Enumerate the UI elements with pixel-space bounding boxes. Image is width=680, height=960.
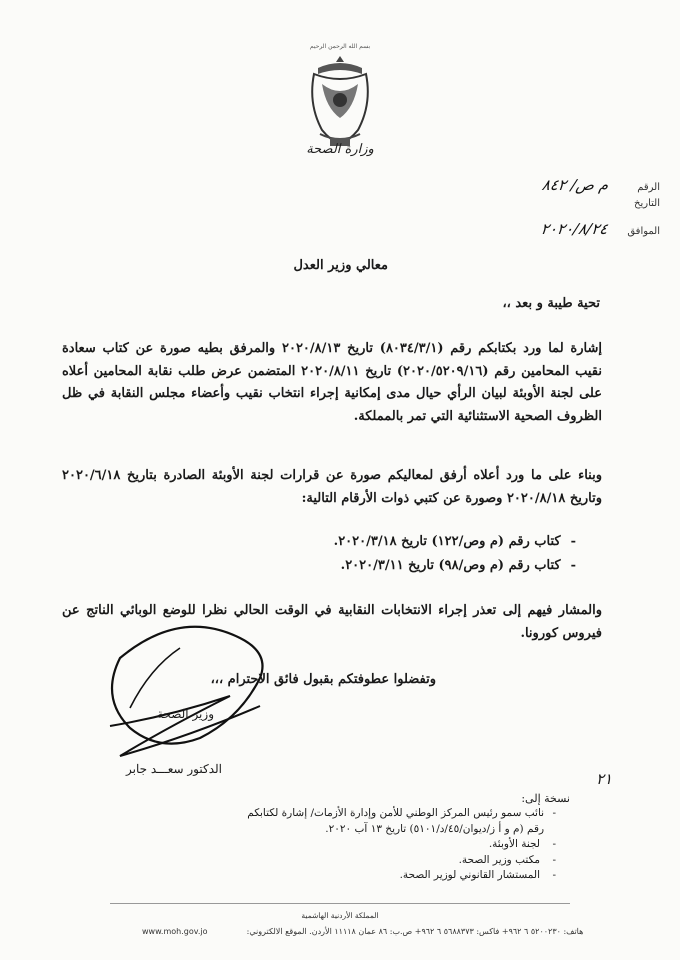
- paragraph-reference: إشارة لما ورد بكتابكم رقم (٨٠٣٤/٣/١) تاريخ ٢٠٢٠/٨/١٣ والمرفق بطيه صورة عن كتاب سعادة نقيب المحامين رقم (٢٠٢٠/٥٢٠٩/١٦) تاريخ ٢٠٢٠/٨/١١ المتضمن عرض طلب نقابة المحامين أعلاه على لجنة الأوبئة لبيان الرأي حيال مدى إمكانية إجراء انتخاب نقيب وأعضاء مجلس النقابة في ظل الظروف الصحية الاستثنائية التي تمر بالمملكة.: [62, 341, 602, 424]
- list-item: - كتاب رقم (م وص/١٢٢) تاريخ ٢٠٢٠/٣/١٨.: [156, 530, 576, 554]
- footer-country: المملكة الأردنية الهاشمية: [301, 911, 379, 920]
- paragraph-attachments: وبناء على ما ورد أعلاه أرفق لمعاليكم صورة عن قرارات لجنة الأوبئة الصادرة بتاريخ ٢٠٢٠/٦/١٨ وتاريخ ٢٠٢٠/٨/١٨ وصورة عن كتبي ذوات الأرقام التالية:: [62, 468, 602, 506]
- list-item-text: كتاب رقم (م وص/٩٨) تاريخ ٢٠٢٠/٣/١١.: [340, 558, 561, 573]
- copy-recipient: لجنة الأوبئة.: [488, 838, 540, 850]
- footer-divider: [110, 903, 570, 904]
- recipient: معالي وزير العدل: [293, 258, 388, 273]
- jordan-coat-of-arms-icon: [290, 38, 390, 158]
- handwritten-signature-icon: [90, 608, 320, 768]
- letters-list: [156, 530, 576, 578]
- reference-block: [470, 176, 660, 242]
- list-item: - كتاب رقم (م وص/٩٨) تاريخ ٢٠٢٠/٣/١١.: [156, 554, 576, 578]
- list-item: - نائب سمو رئيس المركز الوطني للأمن وإدارة الأزمات/ إشارة لكتابكم رقم (م و أ ز/ديوان/٤٥/د/٥١٠١) تاريخ ١٣ آب ٢٠٢٠.: [236, 806, 556, 837]
- ref-number-value: م ص/ ٨٤٢: [540, 176, 610, 194]
- closing-salutation: وتفضلوا عطوفتكم بقبول فائق الاحترام ،،،: [210, 672, 436, 687]
- list-item-text: كتاب رقم (م وص/١٢٢) تاريخ ٢٠٢٠/٣/١٨.: [333, 534, 561, 549]
- handwritten-note: ٢١: [596, 770, 613, 788]
- greeting: تحية طيبة و بعد ،،: [502, 296, 600, 311]
- ministry-name: وزارة الصحة: [306, 142, 374, 157]
- svg-text:بسم الله الرحمن الرحيم: بسم الله الرحمن الرحيم: [309, 43, 371, 50]
- list-item: - مكتب وزير الصحة.: [236, 853, 556, 869]
- ref-corresponding-value: ٢٠٢٠/٨/٢٤: [540, 220, 610, 238]
- ref-corresponding-label: الموافق: [627, 226, 660, 237]
- ref-date-label: التاريخ: [634, 198, 660, 209]
- ref-number-row: [470, 176, 660, 198]
- copy-recipient: مكتب وزير الصحة.: [458, 853, 540, 866]
- copy-recipient: المستشار القانوني لوزير الصحة.: [399, 869, 540, 881]
- signatory-name: الدكتور سعـــد جابر: [126, 762, 222, 776]
- ref-corresponding-row: [470, 220, 660, 242]
- copies-title: نسخة إلى:: [521, 792, 570, 805]
- signatory-title: وزير الصحة: [157, 707, 214, 721]
- copies-list: [236, 806, 556, 884]
- list-item: - لجنة الأوبئة.: [236, 837, 556, 853]
- ref-date-row: [470, 198, 660, 220]
- copy-recipient: نائب سمو رئيس المركز الوطني للأمن وإدارة الأزمات/ إشارة لكتابكم رقم (م و أ ز/ديوان/٤٥/د/٥١٠١) تاريخ ١٣ آب ٢٠٢٠.: [247, 807, 545, 835]
- footer-website: www.moh.gov.jo: [142, 927, 208, 936]
- footer-contact: هاتف: ٥٢٠٠٢٣٠ ٦ ٩٦٢+ فاكس: ٥٦٨٨٣٧٣ ٦ ٩٦٢+ ص.ب: ٨٦ عمان ١١١١٨ الأردن. الموقع الالكتروني:: [246, 927, 584, 936]
- paragraph-conclusion: والمشار فيهم إلى تعذر إجراء الانتخابات النقابية في الوقت الحالي نظرا للوضع الوبائي الناتج عن فيروس كورونا.: [62, 603, 602, 641]
- ref-number-label: الرقم: [637, 182, 660, 193]
- list-item: - المستشار القانوني لوزير الصحة.: [236, 868, 556, 884]
